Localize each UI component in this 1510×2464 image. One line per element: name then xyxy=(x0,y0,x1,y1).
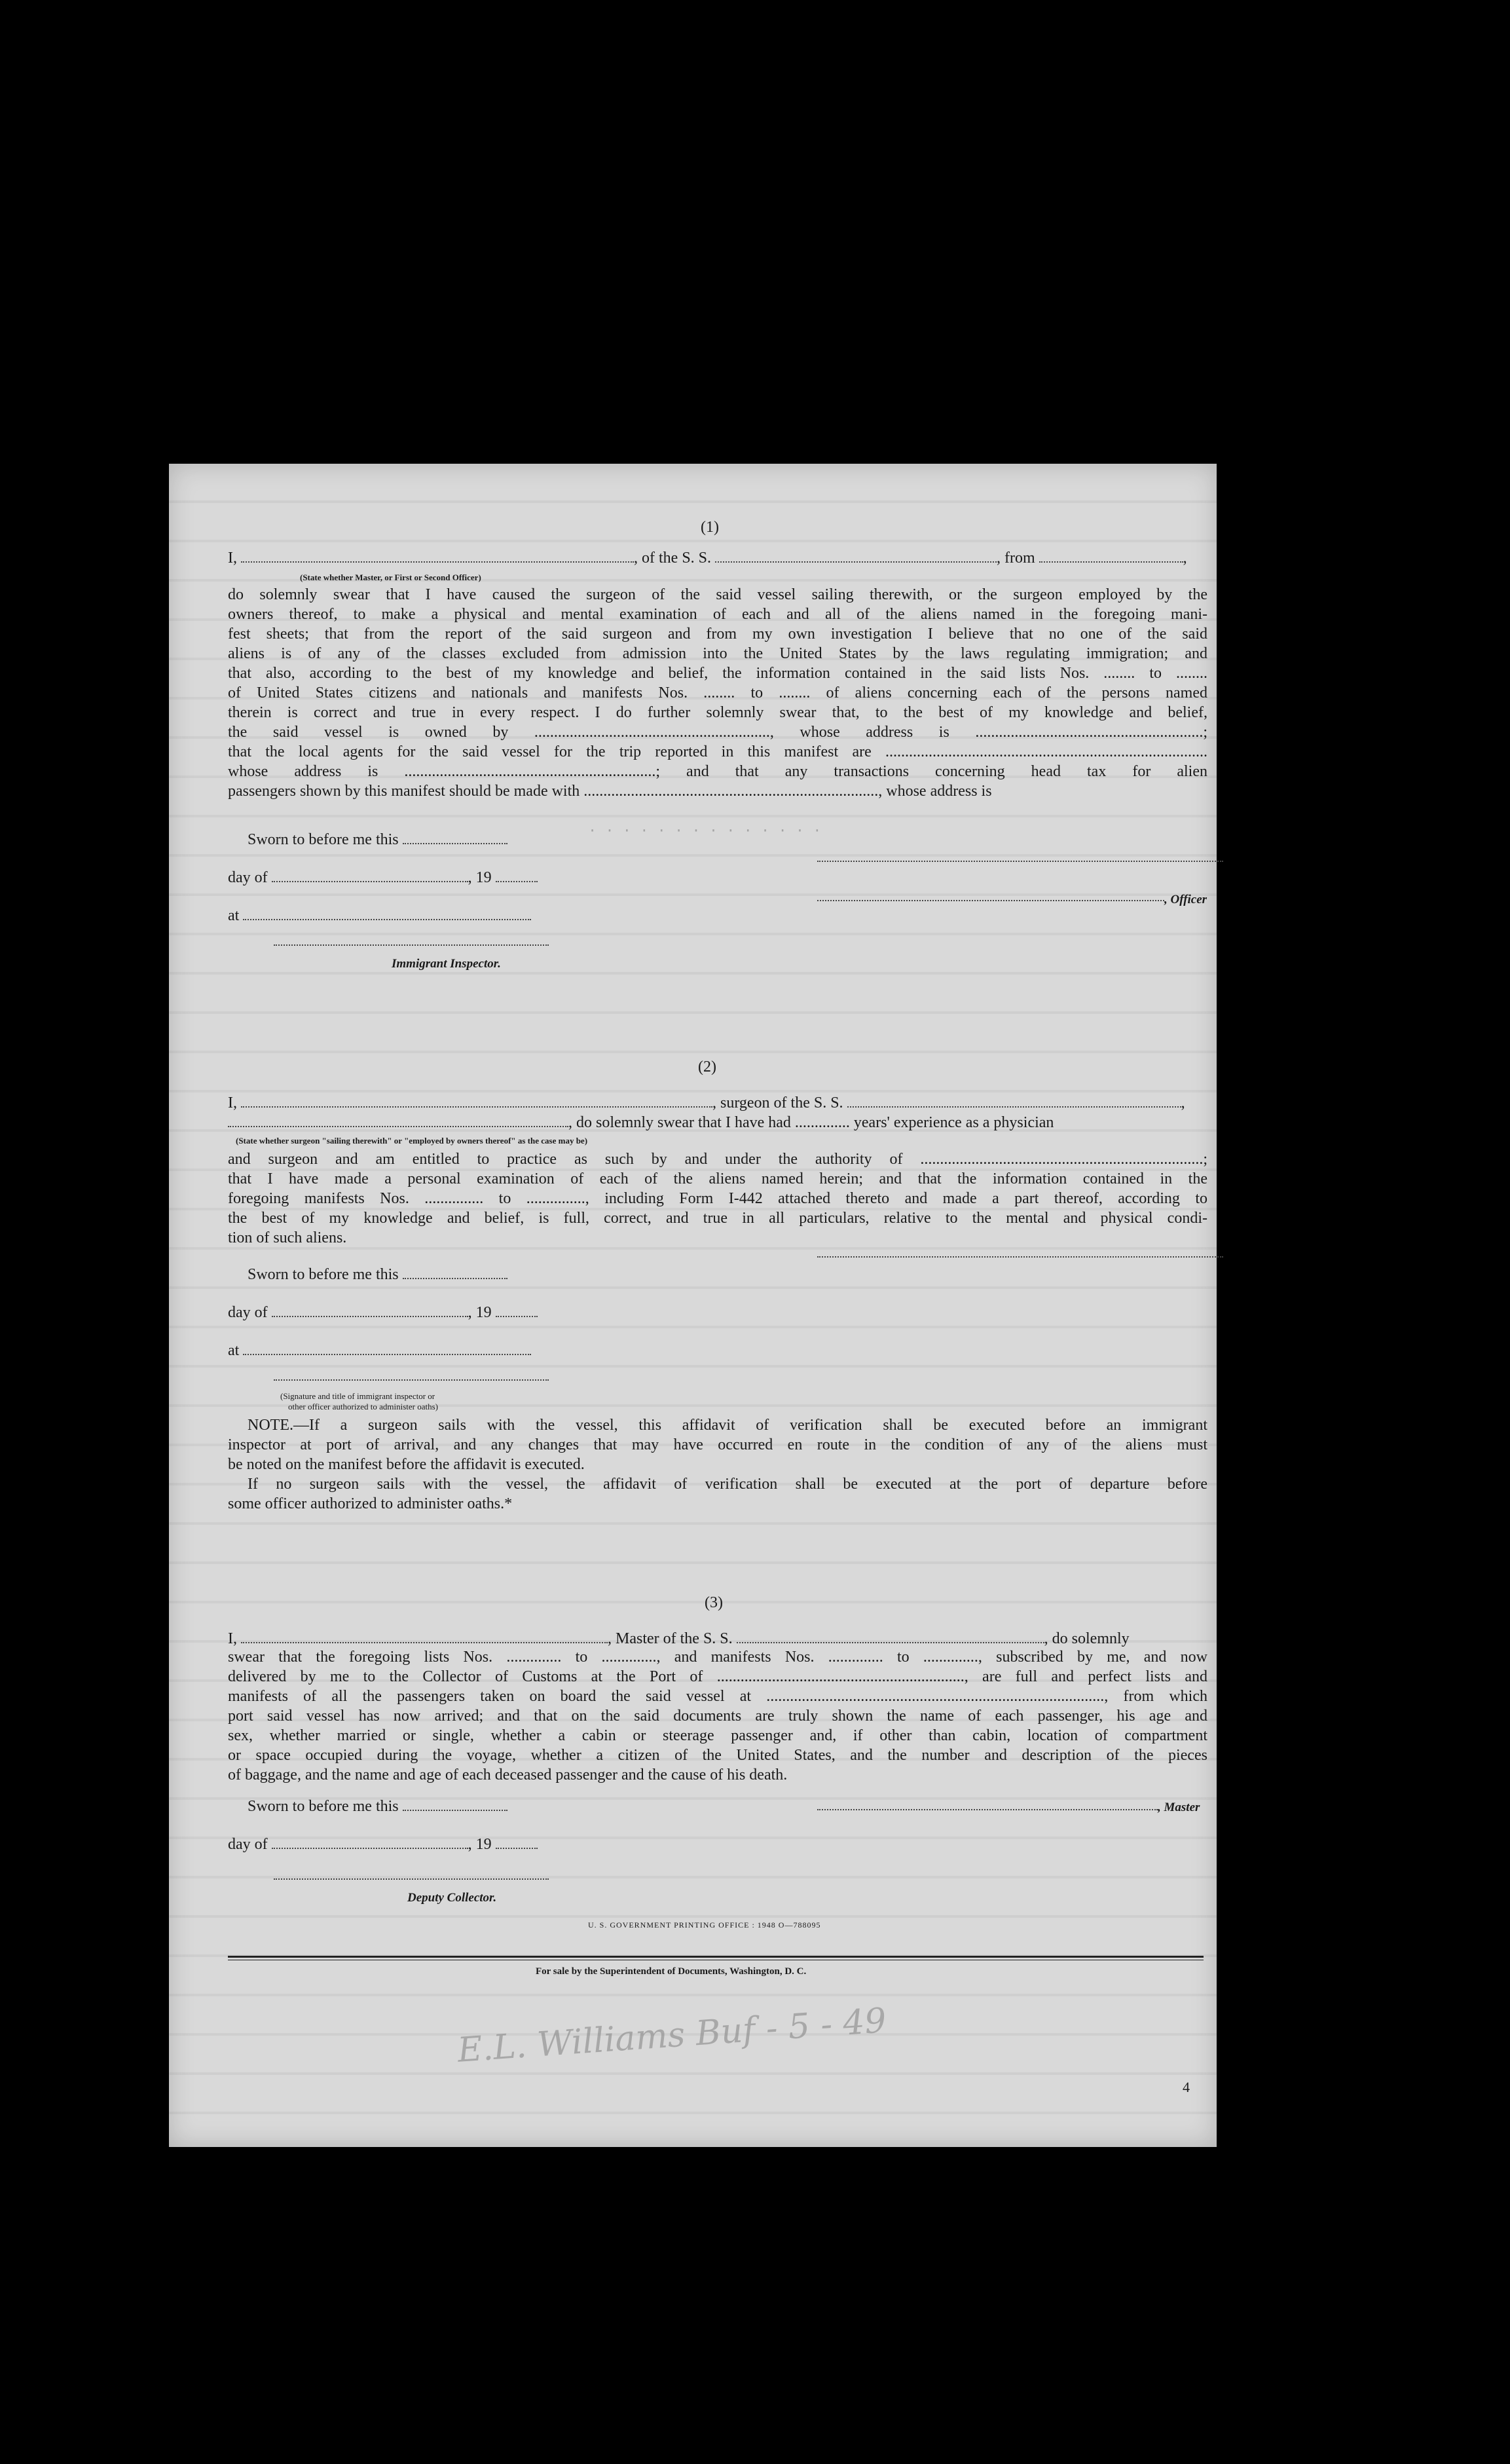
s2-i: I, xyxy=(228,1094,237,1111)
s2-note-paragraph-line: NOTE.—If a surgeon sails with the vessel, this affidavit of verification shall be executed before an immigrant xyxy=(248,1417,1207,1434)
s2-year: , 19 xyxy=(468,1304,492,1321)
s2-note-paragraph-line: If no surgeon sails with the vessel, the affidavit of verification shall be executed at the port of departure before xyxy=(248,1476,1207,1493)
s3-solemnly: , do solemnly xyxy=(1044,1630,1130,1647)
s2-line2: , do solemnly swear that I have had .............. years' experience as a physician xyxy=(568,1114,1054,1131)
s2body-line: and surgeon and am entitled to practice as such by and under the authority of ........................................................................; xyxy=(228,1151,1207,1168)
s1-at: at xyxy=(228,907,240,924)
s1-sworn: Sworn to before me this xyxy=(248,831,399,848)
s3-master-sigline xyxy=(817,1809,1158,1810)
s3body-line: port said vessel has now arrived; and that on the said documents are truly shown the name of each passenger, his age and xyxy=(228,1708,1207,1725)
s3-sworn: Sworn to before me this xyxy=(248,1798,399,1815)
s3-master: , Master xyxy=(1158,1801,1200,1814)
punch-hole xyxy=(1283,1284,1315,1315)
s1body-line: fest sheets; that from the report of the said surgeon and from my own investigation I believe that no one of the said xyxy=(228,625,1207,643)
s3body-line: delivered by me to the Collector of Customs at the Port of ..............................................................., are full and perfect lists and xyxy=(228,1668,1207,1685)
s3body-line: manifests of all the passengers taken on board the said vessel at ......................................................................................, from which xyxy=(228,1688,1207,1705)
section-2-heading: (2) xyxy=(698,1058,716,1075)
punch-hole xyxy=(1257,504,1289,536)
footer-rule xyxy=(228,1956,1204,1958)
s3body-line: or space occupied during the voyage, whether a citizen of the United States, and the number and description of the pieces xyxy=(228,1747,1207,1764)
section-1-heading: (1) xyxy=(701,519,719,536)
s2-note-paragraph-line: some officer authorized to administer oaths.* xyxy=(228,1495,513,1512)
s3-i: I, xyxy=(228,1630,237,1647)
s1-inspector: Immigrant Inspector. xyxy=(392,957,501,971)
s1body-line: do solemnly swear that I have caused the surgeon of the said vessel sailing therewith, or the surgeon employed by the xyxy=(228,586,1207,603)
s3-master-of: , Master of the S. S. xyxy=(608,1630,733,1647)
s2-sig-note-2: other officer authorized to administer oaths) xyxy=(288,1402,438,1411)
punch-hole xyxy=(1264,1768,1295,1800)
s3body-line: of baggage, and the name and age of each deceased passenger and the cause of his death. xyxy=(228,1766,788,1783)
punch-hole xyxy=(1283,1572,1315,1603)
s2-sig-note-1: (Signature and title of immigrant inspector or xyxy=(280,1391,435,1401)
punch-hole xyxy=(1273,621,1304,652)
s2-note-paragraph-line: be noted on the manifest before the affidavit is executed. xyxy=(228,1456,585,1473)
s1body-line: that the local agents for the said vessel for the trip reported in this manifest are .................................................................................. xyxy=(228,743,1207,760)
s2-surgeon-of: , surgeon of the S. S. xyxy=(712,1094,843,1111)
s1-day-of: day of xyxy=(228,869,268,886)
s1body-line: the said vessel is owned by ............................................................, whose address is ..........................................................; xyxy=(228,724,1207,741)
footer-text: For sale by the Superintendent of Documents, Washington, D. C. xyxy=(536,1966,807,1977)
s2-at: at xyxy=(228,1342,240,1359)
bleed-through-text: · · · · · · · · · · · · · · xyxy=(588,823,822,839)
page-number: 4 xyxy=(1183,2079,1190,2095)
s1-officer-sigline-1 xyxy=(817,861,1223,862)
s1-officer-sigline-2 xyxy=(817,900,1164,901)
s2body-line: tion of such aliens. xyxy=(228,1229,347,1246)
s1-from: , from xyxy=(997,550,1035,567)
handwritten-note: E.L. Williams Buf - 5 - 49 xyxy=(456,2001,888,2070)
s1-note: (State whether Master, or First or Second Officer) xyxy=(300,572,481,582)
s3-day-of: day of xyxy=(228,1836,268,1853)
s2-sworn: Sworn to before me this xyxy=(248,1266,399,1283)
s1body-line: passengers shown by this manifest should be made with ..........................................................................., whose address is xyxy=(228,783,992,800)
s1body-line: that also, according to the best of my knowledge and belief, the information contained in the said lists Nos. ........ to ........ xyxy=(228,665,1207,682)
punch-hole xyxy=(1257,1011,1289,1043)
s1-inspector-sigline xyxy=(274,944,549,946)
punch-hole xyxy=(1261,1664,1293,1695)
s1-i: I, xyxy=(228,550,237,567)
s3body-line: sex, whether married or single, whether a cabin or steerage passenger and, if other than cabin, location of compartment xyxy=(228,1727,1207,1744)
s1-officer: , Officer xyxy=(1164,893,1207,906)
punch-hole xyxy=(1257,2057,1289,2088)
s2-surgeon-sigline xyxy=(817,1256,1223,1258)
s1body-line: owners thereof, to make a physical and mental examination of each and all of the aliens named in the foregoing mani- xyxy=(228,606,1207,623)
s1body-line: therein is correct and true in every respect. I do further solemnly swear that, to the best of my knowledge and belief, xyxy=(228,704,1207,721)
s2body-line: the best of my knowledge and belief, is full, correct, and true in all particulars, relative to the mental and physical condi- xyxy=(228,1210,1207,1227)
s3-collector-sigline xyxy=(274,1878,549,1880)
s1body-line: of United States citizens and nationals and manifests Nos. ........ to ........ of aliens concerning each of the persons named xyxy=(228,684,1207,701)
s2body-line: foregoing manifests Nos. ............... to ..............., including Form I-442 attached thereto and made a part thereof, according to xyxy=(228,1190,1207,1207)
s1-of-ss: , of the S. S. xyxy=(634,550,712,567)
s1body-line: aliens is of any of the classes excluded from admission into the United States by the laws regulating immigration; and xyxy=(228,645,1207,662)
s2-note-paragraph-line: inspector at port of arrival, and any changes that may have occurred en route in the condition of any of the aliens must xyxy=(228,1436,1207,1453)
section-3-heading: (3) xyxy=(705,1594,723,1611)
s3body-line: swear that the foregoing lists Nos. .............. to .............., and manifests Nos. .............. to .............., subscribed by me, and now xyxy=(228,1649,1207,1666)
s2-day-of: day of xyxy=(228,1304,268,1321)
s2-note: (State whether surgeon "sailing therewith" or "employed by owners thereof" as the case may be) xyxy=(236,1136,588,1146)
s2-inspector-sigline xyxy=(274,1379,549,1381)
s1-year: , 19 xyxy=(468,869,492,886)
s2body-line: that I have made a personal examination of each of the aliens named herein; and that the information contained in the xyxy=(228,1170,1207,1187)
manifest-page: (1) I, , of the S. S. , from , (State whether Master, or First or Second Officer) do solemnly swear that I have caused the surgeon of the said vessel sailing therewith, or the surgeon employed by the owners thereof, to make a physical and mental examination of each and all of the aliens named in the foregoing mani- fest sheets; that from the report of the said surgeon and from my own investigation I believe that no one of the said aliens is of any of the classes excluded from admission into the United States by the laws regulating immigration; and that also, according to the best of my knowledge and belief, the information contained in the said lists Nos. ........ to ........ of United States citizens and nationals and manifests Nos. ........ to ........ of aliens concerning each of the persons named therein is correct and true in every respect. I do further solemnly swear that, to the best of my knowledge and belief, the said vessel is owned by ............................................................, whose address is ..........................................................; that the local agents for the said vessel for the trip reported in this manifest are .................................................................................. whose address is ................................................................; and that any transactions concerning head tax for alien passengers shown by this manifest should be made with ..........................................................................., whose address is Sworn to before me this day of , 19 at Immigrant Inspector. , Officer (2) I, , surgeon of the S. S. , , do solemnly swear that I have had .............. years' experience as a physician (State whether surgeon "sailing therewith" or "employed by owners thereof" as the case may be) and surgeon and am entitled to practice as such by and under the authority of ........................................................................; that I have made a personal examination of each of the aliens named herein; and that the information contained in the foregoing manifests Nos. ............... to ..............., including Form I-442 attached thereto and made a part thereof, according to the best of my knowledge and belief, is full, correct, and true in all particulars, relative to the mental and physical condi- tion of such aliens. Sworn to before me this day of , 19 at (Signature and title of immigrant inspector or other officer authorized to administer oaths) NOTE.—If a surgeon sails with the vessel, this affidavit of verification shall be executed before an immigrant inspector at port of arrival, and any changes that may have occurred en route in the condition of any of the aliens must be noted on the manifest before the affidavit is executed. If no surgeon sails with the vessel, the affidavit of verification shall be executed at the port of departure before some officer authorized to administer oaths.* (3) I, , Master of the S. S. , do solemnly swear that the foregoing lists Nos. .............. to .............., and manifests Nos. .............. to .............., subscribed by me, and now delivered by me to the Collector of Customs at the Port of ..............................................................., are full and perfect lists and manifests of all the passengers taken on board the said vessel at ......................................................................................, from which port said vessel has now arrived; and that on the said documents are truly shown the name of each passenger, his age and sex, whether married or single, whether a cabin or steerage passenger and, if other than cabin, location of compartment or space occupied during the voyage, whether a citizen of the United States, and the number and description of the pieces of baggage, and the name and age of each deceased passenger and the cause of his death. Sworn to before me this day of , 19 , Master Deputy Collector. U. S. GOVERNMENT PRINTING OFFICE : 1948 O—788095 For sale by the Superintendent of Documents, Washington, D. C. E.L. Williams Buf - 5 - 49 · · · · · · · · · · · · · · 4 xyxy=(169,464,1217,2147)
s1body-line: whose address is ................................................................; and that any transactions concerning head tax for alien xyxy=(228,763,1207,780)
s3-collector: Deputy Collector. xyxy=(407,1891,497,1905)
punch-hole xyxy=(1257,906,1289,938)
s3-year: , 19 xyxy=(468,1836,492,1853)
printing-office-line: U. S. GOVERNMENT PRINTING OFFICE : 1948 O—788095 xyxy=(588,1920,821,1930)
